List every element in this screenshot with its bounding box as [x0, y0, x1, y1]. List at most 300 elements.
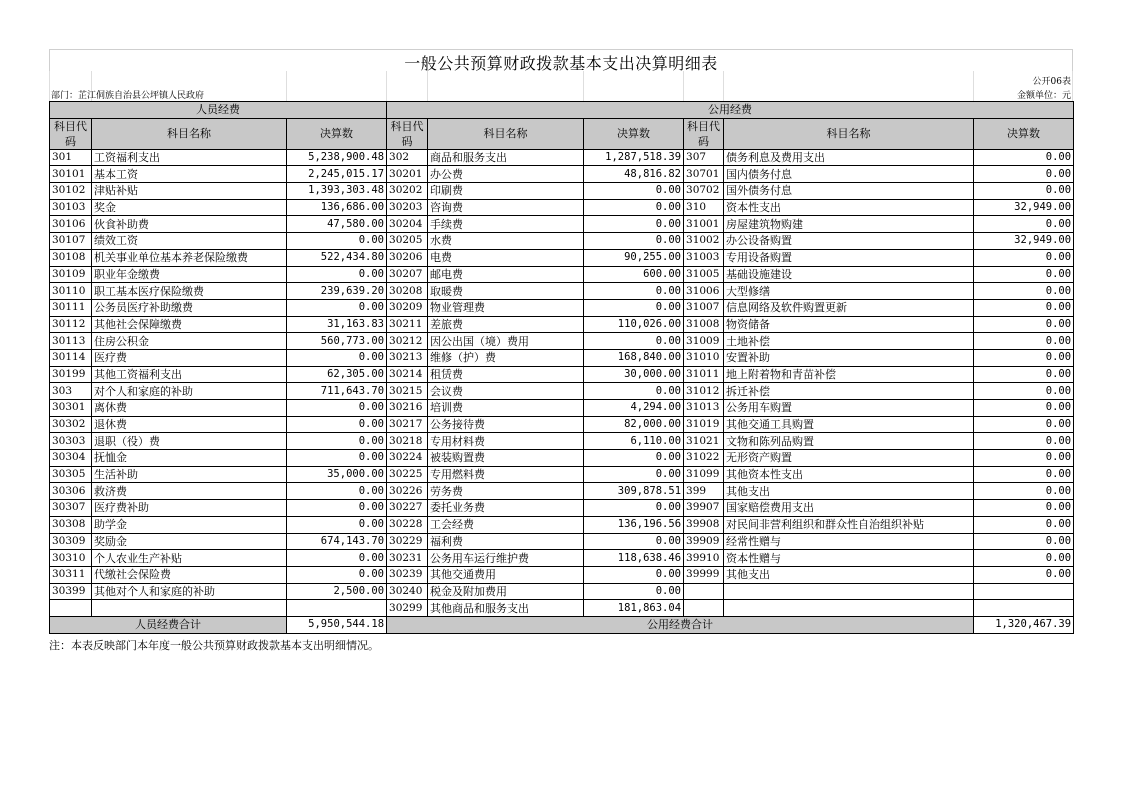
- account-amount: 0.00: [287, 566, 387, 583]
- account-code: 31008: [684, 316, 724, 333]
- account-code: 30201: [387, 166, 428, 183]
- account-name: 咨询费: [428, 199, 584, 216]
- account-code: 39908: [684, 516, 724, 533]
- account-name: 绩效工资: [92, 233, 287, 250]
- account-amount: 0.00: [287, 483, 387, 500]
- account-code: 31010: [684, 349, 724, 366]
- account-name: 大型修缮: [724, 283, 974, 300]
- header-amount: 决算数: [974, 118, 1074, 149]
- account-name: 福利费: [428, 533, 584, 550]
- account-code: 301: [50, 149, 92, 166]
- account-name: 邮电费: [428, 266, 584, 283]
- department-label: 部门：芷江侗族自治县公坪镇人民政府: [51, 91, 205, 101]
- account-code: 31002: [684, 233, 724, 250]
- personnel-total-label: 人员经费合计: [50, 616, 287, 633]
- account-amount: 48,816.82: [584, 166, 684, 183]
- account-amount: 0.00: [287, 516, 387, 533]
- account-amount: 0.00: [287, 433, 387, 450]
- account-name: 物资储备: [724, 316, 974, 333]
- account-code: 30308: [50, 516, 92, 533]
- account-code: 30214: [387, 366, 428, 383]
- account-amount: 4,294.00: [584, 400, 684, 417]
- table-row: [50, 283, 1074, 300]
- account-amount: 0.00: [584, 183, 684, 200]
- account-code: 30114: [50, 349, 92, 366]
- account-amount: 0.00: [584, 466, 684, 483]
- department-row: [49, 88, 1073, 100]
- table-row: [50, 199, 1074, 216]
- account-name: 医疗费补助: [92, 500, 287, 517]
- account-code: 30229: [387, 533, 428, 550]
- account-name: 其他工资福利支出: [92, 366, 287, 383]
- account-name: 抚恤金: [92, 450, 287, 467]
- account-name: 其他资本性支出: [724, 466, 974, 483]
- account-code: 302: [387, 149, 428, 166]
- account-code: 39909: [684, 533, 724, 550]
- account-code: 30303: [50, 433, 92, 450]
- account-amount: 0.00: [584, 383, 684, 400]
- account-name: 差旅费: [428, 316, 584, 333]
- account-name: 安置补助: [724, 349, 974, 366]
- account-amount: 82,000.00: [584, 416, 684, 433]
- account-amount: 0.00: [974, 249, 1074, 266]
- account-name: 工会经费: [428, 516, 584, 533]
- account-code: 30102: [50, 183, 92, 200]
- account-name: 租赁费: [428, 366, 584, 383]
- account-code: 30702: [684, 183, 724, 200]
- account-code: 31009: [684, 333, 724, 350]
- table-row: [50, 516, 1074, 533]
- account-name: 救济费: [92, 483, 287, 500]
- table-body: [50, 149, 1074, 616]
- table-row: [50, 299, 1074, 316]
- personnel-total-amount: 5,950,544.18: [287, 616, 387, 633]
- table-row: [50, 349, 1074, 366]
- section-personnel: 人员经费: [50, 102, 387, 119]
- table-row: [50, 233, 1074, 250]
- account-amount: 0.00: [584, 199, 684, 216]
- account-amount: 136,686.00: [287, 199, 387, 216]
- account-amount: 6,110.00: [584, 433, 684, 450]
- account-name: 国家赔偿费用支出: [724, 500, 974, 517]
- account-code: 303: [50, 383, 92, 400]
- account-code: 30108: [50, 249, 92, 266]
- account-code: 39907: [684, 500, 724, 517]
- table-row: [50, 416, 1074, 433]
- account-name: [724, 600, 974, 617]
- account-amount: 0.00: [584, 450, 684, 467]
- table-row: [50, 533, 1074, 550]
- account-amount: 309,878.51: [584, 483, 684, 500]
- account-code: 30701: [684, 166, 724, 183]
- account-code: 30208: [387, 283, 428, 300]
- account-amount: 0.00: [974, 283, 1074, 300]
- account-amount: 0.00: [287, 299, 387, 316]
- account-name: 资本性赠与: [724, 550, 974, 567]
- account-amount: 31,163.83: [287, 316, 387, 333]
- table-number: 公开06表: [1032, 77, 1071, 87]
- table-row: [50, 149, 1074, 166]
- account-name: 手续费: [428, 216, 584, 233]
- account-amount: 0.00: [974, 483, 1074, 500]
- account-code: 30107: [50, 233, 92, 250]
- account-amount: 0.00: [974, 366, 1074, 383]
- account-code: 30299: [387, 600, 428, 617]
- account-code: 31012: [684, 383, 724, 400]
- table-row: [50, 500, 1074, 517]
- account-name: 个人农业生产补贴: [92, 550, 287, 567]
- account-code: 30111: [50, 299, 92, 316]
- account-amount: 0.00: [287, 416, 387, 433]
- account-name: 维修（护）费: [428, 349, 584, 366]
- account-amount: 110,026.00: [584, 316, 684, 333]
- account-amount: 0.00: [287, 450, 387, 467]
- public-total-label: 公用经费合计: [387, 616, 974, 633]
- account-amount: 0.00: [974, 500, 1074, 517]
- account-code: 39910: [684, 550, 724, 567]
- account-name: [724, 583, 974, 600]
- account-name: 公务用车购置: [724, 400, 974, 417]
- table-row: [50, 333, 1074, 350]
- account-name: 地上附着物和青苗补偿: [724, 366, 974, 383]
- account-amount: 0.00: [287, 266, 387, 283]
- account-amount: 0.00: [974, 466, 1074, 483]
- header-code: 科目代码: [387, 118, 428, 149]
- account-name: 税金及附加费用: [428, 583, 584, 600]
- account-name: 会议费: [428, 383, 584, 400]
- account-name: 生活补助: [92, 466, 287, 483]
- account-amount: 5,238,900.48: [287, 149, 387, 166]
- account-code: 31001: [684, 216, 724, 233]
- account-amount: [974, 600, 1074, 617]
- table-row: [50, 266, 1074, 283]
- account-name: 基本工资: [92, 166, 287, 183]
- account-amount: 0.00: [584, 216, 684, 233]
- account-name: 债务利息及费用支出: [724, 149, 974, 166]
- account-code: 30302: [50, 416, 92, 433]
- table-row: [50, 183, 1074, 200]
- account-amount: 0.00: [974, 266, 1074, 283]
- account-name: 奖励金: [92, 533, 287, 550]
- table-row: [50, 583, 1074, 600]
- account-name: 医疗费: [92, 349, 287, 366]
- account-code: 31006: [684, 283, 724, 300]
- header-name: 科目名称: [92, 118, 287, 149]
- account-amount: 0.00: [974, 166, 1074, 183]
- account-code: 30206: [387, 249, 428, 266]
- account-amount: 0.00: [974, 550, 1074, 567]
- table-row: [50, 316, 1074, 333]
- account-code: 31003: [684, 249, 724, 266]
- account-name: 其他商品和服务支出: [428, 600, 584, 617]
- account-name: 国外债务付息: [724, 183, 974, 200]
- account-amount: 118,638.46: [584, 550, 684, 567]
- account-amount: 522,434.80: [287, 249, 387, 266]
- account-name: 资本性支出: [724, 199, 974, 216]
- account-name: 代缴社会保险费: [92, 566, 287, 583]
- account-code: 30110: [50, 283, 92, 300]
- account-name: 印刷费: [428, 183, 584, 200]
- account-code: 30211: [387, 316, 428, 333]
- account-code: 30216: [387, 400, 428, 417]
- account-code: 30225: [387, 466, 428, 483]
- account-name: 办公设备购置: [724, 233, 974, 250]
- account-amount: 0.00: [584, 583, 684, 600]
- table-row: [50, 216, 1074, 233]
- account-amount: 0.00: [974, 333, 1074, 350]
- table-row: [50, 600, 1074, 617]
- account-amount: 0.00: [974, 383, 1074, 400]
- account-name: 住房公积金: [92, 333, 287, 350]
- account-name: 职工基本医疗保险缴费: [92, 283, 287, 300]
- account-amount: 0.00: [974, 183, 1074, 200]
- account-name: 国内债务付息: [724, 166, 974, 183]
- account-code: 30213: [387, 349, 428, 366]
- account-code: 30226: [387, 483, 428, 500]
- account-name: 其他交通费用: [428, 566, 584, 583]
- account-amount: 0.00: [974, 149, 1074, 166]
- account-amount: [287, 600, 387, 617]
- account-code: 30217: [387, 416, 428, 433]
- account-code: 30212: [387, 333, 428, 350]
- account-code: 30204: [387, 216, 428, 233]
- account-amount: 0.00: [974, 349, 1074, 366]
- account-amount: 0.00: [974, 433, 1074, 450]
- account-amount: 32,949.00: [974, 233, 1074, 250]
- account-amount: 181,863.04: [584, 600, 684, 617]
- header-name: 科目名称: [428, 118, 584, 149]
- account-amount: 674,143.70: [287, 533, 387, 550]
- account-code: 31011: [684, 366, 724, 383]
- section-public: 公用经费: [387, 102, 1074, 119]
- account-name: 信息网络及软件购置更新: [724, 299, 974, 316]
- account-amount: 0.00: [974, 516, 1074, 533]
- account-code: 310: [684, 199, 724, 216]
- account-code: [684, 583, 724, 600]
- table-row: [50, 400, 1074, 417]
- table-row: [50, 566, 1074, 583]
- account-code: 31007: [684, 299, 724, 316]
- account-amount: 0.00: [974, 566, 1074, 583]
- unit-label: 金额单位：元: [1016, 91, 1071, 101]
- account-name: 办公费: [428, 166, 584, 183]
- account-code: 30227: [387, 500, 428, 517]
- expense-table: [49, 101, 1074, 634]
- account-name: 退职（役）费: [92, 433, 287, 450]
- account-name: 其他支出: [724, 566, 974, 583]
- account-amount: 0.00: [974, 299, 1074, 316]
- account-amount: 90,255.00: [584, 249, 684, 266]
- account-amount: 1,393,303.48: [287, 183, 387, 200]
- totals-row: [50, 616, 1074, 633]
- account-code: 30202: [387, 183, 428, 200]
- account-code: 30113: [50, 333, 92, 350]
- account-name: 退休费: [92, 416, 287, 433]
- account-name: 物业管理费: [428, 299, 584, 316]
- account-amount: 560,773.00: [287, 333, 387, 350]
- account-code: 30239: [387, 566, 428, 583]
- account-amount: 0.00: [974, 416, 1074, 433]
- table-row: [50, 166, 1074, 183]
- header-name: 科目名称: [724, 118, 974, 149]
- account-amount: 0.00: [584, 299, 684, 316]
- account-name: 职业年金缴费: [92, 266, 287, 283]
- account-name: 土地补偿: [724, 333, 974, 350]
- account-amount: 0.00: [584, 233, 684, 250]
- account-code: 30207: [387, 266, 428, 283]
- account-code: 31005: [684, 266, 724, 283]
- account-code: 30203: [387, 199, 428, 216]
- account-name: 对个人和家庭的补助: [92, 383, 287, 400]
- account-amount: 168,840.00: [584, 349, 684, 366]
- table-row: [50, 466, 1074, 483]
- table-row: [50, 483, 1074, 500]
- account-name: 机关事业单位基本养老保险缴费: [92, 249, 287, 266]
- account-amount: 62,305.00: [287, 366, 387, 383]
- account-amount: 1,287,518.39: [584, 149, 684, 166]
- account-amount: 2,500.00: [287, 583, 387, 600]
- account-code: 30231: [387, 550, 428, 567]
- account-code: [50, 600, 92, 617]
- account-amount: 35,000.00: [287, 466, 387, 483]
- account-amount: 30,000.00: [584, 366, 684, 383]
- account-code: 30209: [387, 299, 428, 316]
- account-code: 30215: [387, 383, 428, 400]
- page-title: 一般公共预算财政拨款基本支出决算明细表: [404, 54, 718, 73]
- account-name: 公务员医疗补助缴费: [92, 299, 287, 316]
- account-amount: 0.00: [974, 533, 1074, 550]
- account-code: 30305: [50, 466, 92, 483]
- account-name: 其他交通工具购置: [724, 416, 974, 433]
- account-name: 对民间非营利组织和群众性自治组织补贴: [724, 516, 974, 533]
- account-code: 39999: [684, 566, 724, 583]
- public-total-amount: 1,320,467.39: [974, 616, 1074, 633]
- account-name: 因公出国（境）费用: [428, 333, 584, 350]
- account-amount: 0.00: [974, 450, 1074, 467]
- account-code: 31013: [684, 400, 724, 417]
- account-name: 经常性赠与: [724, 533, 974, 550]
- account-amount: 0.00: [584, 500, 684, 517]
- account-code: 30101: [50, 166, 92, 183]
- table-row: [50, 366, 1074, 383]
- header-code: 科目代码: [50, 118, 92, 149]
- account-amount: 2,245,015.17: [287, 166, 387, 183]
- account-name: 其他社会保障缴费: [92, 316, 287, 333]
- account-code: 30310: [50, 550, 92, 567]
- account-amount: 239,639.20: [287, 283, 387, 300]
- account-name: 基础设施建设: [724, 266, 974, 283]
- account-name: 专用材料费: [428, 433, 584, 450]
- account-name: 水费: [428, 233, 584, 250]
- account-name: 工资福利支出: [92, 149, 287, 166]
- account-code: [684, 600, 724, 617]
- header-code: 科目代码: [684, 118, 724, 149]
- account-name: 奖金: [92, 199, 287, 216]
- account-amount: 0.00: [584, 333, 684, 350]
- account-code: 31022: [684, 450, 724, 467]
- account-code: 31099: [684, 466, 724, 483]
- account-code: 31021: [684, 433, 724, 450]
- table-row: [50, 249, 1074, 266]
- account-name: 培训费: [428, 400, 584, 417]
- account-amount: [974, 583, 1074, 600]
- account-name: 专用燃料费: [428, 466, 584, 483]
- account-amount: 0.00: [584, 283, 684, 300]
- account-name: 电费: [428, 249, 584, 266]
- account-name: 其他对个人和家庭的补助: [92, 583, 287, 600]
- account-code: 30224: [387, 450, 428, 467]
- account-code: 30240: [387, 583, 428, 600]
- account-name: 离休费: [92, 400, 287, 417]
- account-name: 被装购置费: [428, 450, 584, 467]
- account-code: 399: [684, 483, 724, 500]
- table-row: [50, 450, 1074, 467]
- account-code: 30205: [387, 233, 428, 250]
- account-name: 劳务费: [428, 483, 584, 500]
- account-name: 文物和陈列品购置: [724, 433, 974, 450]
- account-code: 30106: [50, 216, 92, 233]
- account-amount: 0.00: [287, 233, 387, 250]
- account-code: 307: [684, 149, 724, 166]
- account-amount: 711,643.70: [287, 383, 387, 400]
- account-amount: 0.00: [974, 400, 1074, 417]
- account-amount: 600.00: [584, 266, 684, 283]
- table-row: [50, 550, 1074, 567]
- account-name: 房屋建筑物购建: [724, 216, 974, 233]
- account-name: 无形资产购置: [724, 450, 974, 467]
- account-code: 30228: [387, 516, 428, 533]
- table-row: [50, 383, 1074, 400]
- account-code: 30307: [50, 500, 92, 517]
- account-code: 30311: [50, 566, 92, 583]
- account-code: 30301: [50, 400, 92, 417]
- account-name: 公务用车运行维护费: [428, 550, 584, 567]
- account-code: 30112: [50, 316, 92, 333]
- account-code: 31019: [684, 416, 724, 433]
- account-code: 30103: [50, 199, 92, 216]
- account-code: 30218: [387, 433, 428, 450]
- account-amount: 136,196.56: [584, 516, 684, 533]
- account-amount: 0.00: [584, 566, 684, 583]
- header-amount: 决算数: [287, 118, 387, 149]
- account-code: 30306: [50, 483, 92, 500]
- account-code: 30109: [50, 266, 92, 283]
- account-amount: 0.00: [287, 500, 387, 517]
- account-name: 津贴补贴: [92, 183, 287, 200]
- account-name: 拆迁补偿: [724, 383, 974, 400]
- account-amount: 0.00: [287, 349, 387, 366]
- account-amount: 0.00: [974, 316, 1074, 333]
- table-number-row: [49, 74, 1073, 86]
- account-name: 伙食补助费: [92, 216, 287, 233]
- account-code: 30199: [50, 366, 92, 383]
- table-row: [50, 433, 1074, 450]
- account-code: 30309: [50, 533, 92, 550]
- account-amount: 32,949.00: [974, 199, 1074, 216]
- account-name: 委托业务费: [428, 500, 584, 517]
- account-amount: 0.00: [974, 216, 1074, 233]
- account-amount: 0.00: [584, 533, 684, 550]
- account-name: [92, 600, 287, 617]
- account-amount: 0.00: [287, 400, 387, 417]
- account-amount: 0.00: [287, 550, 387, 567]
- account-name: 助学金: [92, 516, 287, 533]
- account-name: 其他支出: [724, 483, 974, 500]
- footnote: 注：本表反映部门本年度一般公共预算财政拨款基本支出明细情况。: [49, 639, 379, 652]
- account-code: 30304: [50, 450, 92, 467]
- account-code: 30399: [50, 583, 92, 600]
- account-name: 专用设备购置: [724, 249, 974, 266]
